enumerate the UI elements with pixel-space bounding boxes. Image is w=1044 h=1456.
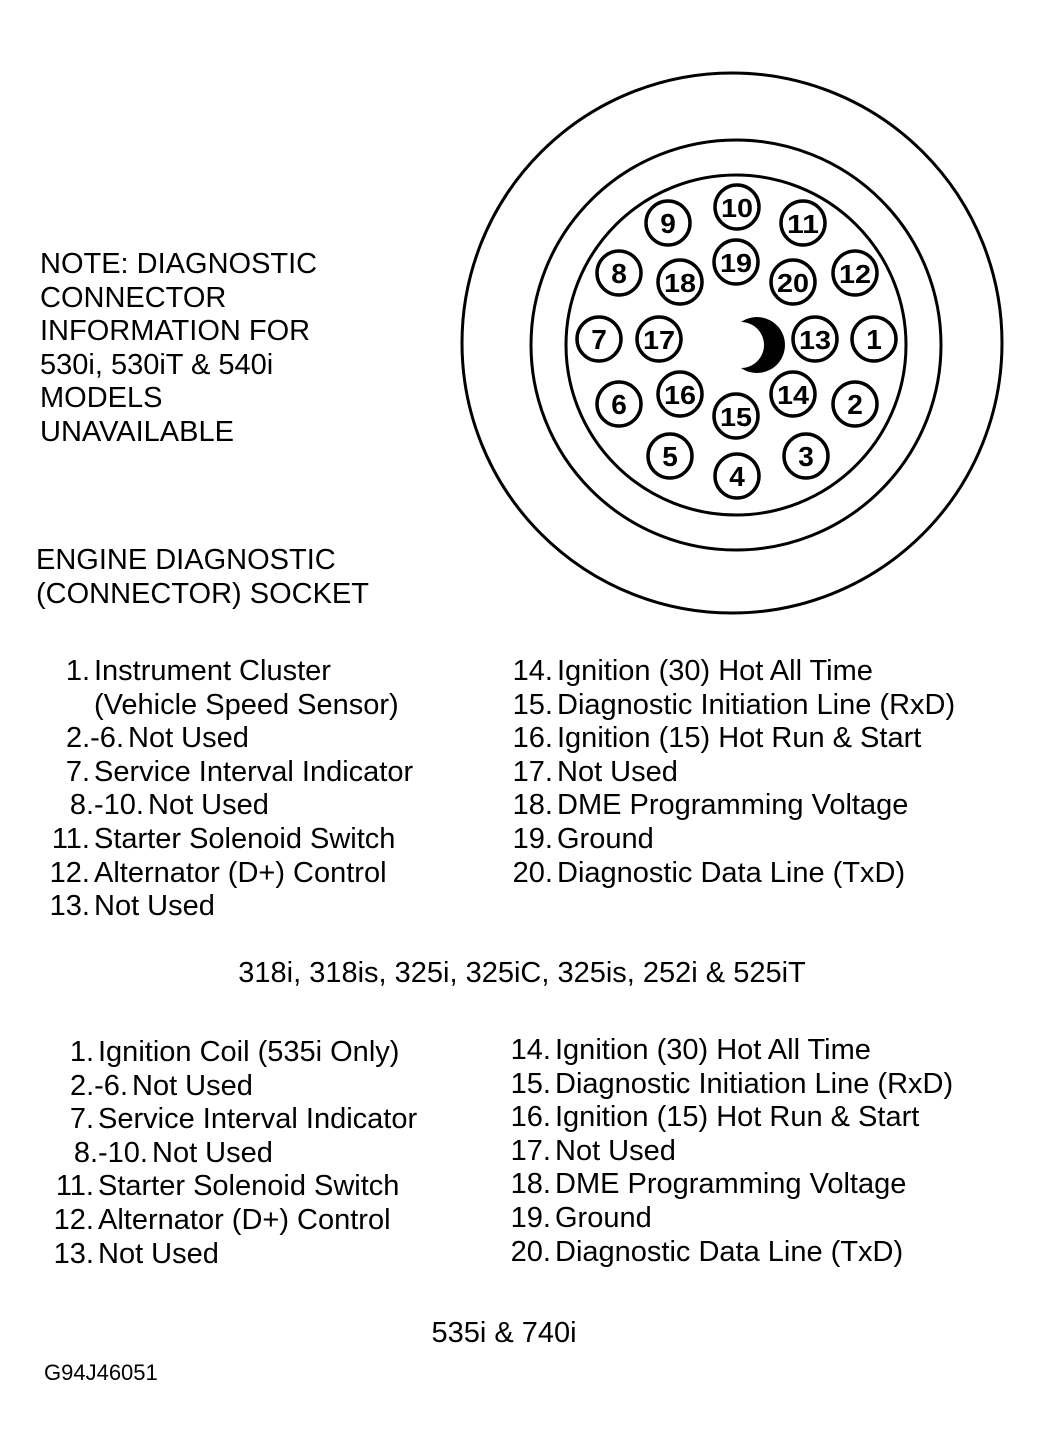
connector-key-notch [741,317,785,373]
connector-pin [658,260,702,304]
pin-number: 19. [510,1201,551,1234]
pin-number: 18. [510,1168,551,1201]
pin-label: 2 [847,389,863,420]
pin-number: 18. [512,789,553,822]
pin-number: 11. [51,822,90,855]
connector-pin [597,251,641,295]
pin-number: 20. [512,856,553,889]
connector-pin [715,454,759,498]
pin-function: Alternator (D+) Control [94,856,387,889]
connector-pin [714,394,758,438]
pin-number: 17. [510,1134,551,1167]
pin-label: 3 [798,441,814,472]
pin-label: 4 [729,461,745,492]
connector-pin [833,251,877,295]
pin-function: Starter Solenoid Switch [94,822,396,855]
pin-label: 19 [720,248,752,278]
pin-function: Not Used [132,1069,253,1102]
pin-function: Not Used [148,789,269,822]
pin-function: Ignition (30) Hot All Time [555,1034,871,1066]
connector-pin [658,372,702,416]
connector-pin [648,434,692,478]
connector-pin [852,317,896,361]
pin-label: 12 [839,259,871,289]
connector-pin [714,240,758,284]
pin-function: Not Used [128,722,249,755]
pin-function: Service Interval Indicator [98,1103,418,1136]
pin-function: Ignition (30) Hot All Time [557,655,873,687]
pin-label: 14 [777,380,810,410]
pin-label: 10 [721,193,753,223]
pin-number: 14. [512,655,553,687]
pin-label: 15 [720,402,752,432]
pin-number: 7. [69,1103,94,1136]
pin-number: 1. [69,1036,94,1068]
pin-function: Diagnostic Initiation Line (RxD) [555,1067,954,1100]
note-block [40,248,317,449]
pin-function: Alternator (D+) Control [98,1203,391,1236]
pin-function: Diagnostic Initiation Line (RxD) [557,688,956,721]
pin-number: 13. [49,890,90,923]
pin-number: 16. [512,722,553,755]
note-line: CONNECTOR [40,281,227,314]
pin-label: 6 [611,389,627,420]
connector-pin [781,201,825,245]
connector-pin [771,260,815,304]
pin-number: 15. [510,1067,551,1100]
connector-pins [577,185,896,498]
caption-line: (CONNECTOR) SOCKET [36,577,369,610]
pin-number: 2.-6. [65,722,124,755]
connector-pin [784,434,828,478]
caption-line: ENGINE DIAGNOSTIC [36,544,336,576]
connector-pin [597,382,641,426]
pin-function: Not Used [555,1134,676,1167]
pin-number: 20. [510,1235,551,1268]
pin-number: 11. [55,1170,94,1203]
connector-pin [771,372,815,416]
pin-label: 16 [664,380,696,410]
pin-function: Ignition (15) Hot Run & Start [557,722,922,755]
figure-caption [36,544,369,611]
connector-outer-ring [462,73,1002,613]
pin-function: Service Interval Indicator [94,755,414,788]
pin-label: 8 [611,258,627,289]
pin-function: DME Programming Voltage [557,789,909,822]
pin-number: 14. [510,1034,551,1066]
pin-label: 7 [591,324,607,355]
pin-number: 2.-6. [69,1069,128,1102]
pin-number: 17. [512,755,553,788]
pin-function: Not Used [94,890,215,923]
pin-function: Ground [557,822,654,855]
pin-function: Starter Solenoid Switch [98,1170,400,1203]
pin-function: Not Used [152,1136,273,1169]
pin-label: 17 [643,325,675,355]
connector-pin [715,185,759,229]
pin-label: 5 [662,441,678,472]
pin-label: 1 [866,324,882,355]
pin-function: Diagnostic Data Line (TxD) [557,856,906,889]
pin-label: 9 [660,208,676,239]
pin-label: 11 [787,209,819,239]
pin-function: Ground [555,1201,652,1234]
connector-pin [793,317,837,361]
pin-number: 16. [510,1101,551,1134]
pin-function: Instrument Cluster [94,655,331,687]
note-line: 530i, 530iT & 540i [40,348,274,381]
pin-number: 8.-10. [69,789,144,822]
pin-function: Not Used [557,755,678,788]
pin-label: 18 [664,268,696,298]
section2-models: 535i & 740i [431,1317,577,1349]
pin-label: 13 [799,325,831,355]
pin-number: 19. [512,822,553,855]
connector-pin [646,201,690,245]
pin-number: 12. [53,1203,94,1236]
pin-function: Diagnostic Data Line (TxD) [555,1235,904,1268]
connector-pin [637,317,681,361]
pin-number: 15. [512,688,553,721]
pin-function: Not Used [98,1237,219,1270]
pin-function: DME Programming Voltage [555,1168,907,1201]
pin-label: 20 [777,268,809,298]
figure-id: G94J46051 [44,1360,158,1385]
pin-number: 8.-10. [73,1136,148,1169]
pin-function: Ignition Coil (535i Only) [98,1036,400,1068]
section1-models: 318i, 318is, 325i, 325iC, 325is, 252i & 525iT [238,957,806,989]
connector-pin [833,382,877,426]
note-line: MODELS [40,382,163,414]
note-line: UNAVAILABLE [40,415,234,448]
note-line: INFORMATION FOR [40,315,311,347]
pin-function: Ignition (15) Hot Run & Start [555,1101,920,1134]
pin-number: 1. [65,655,90,687]
pin-number: 13. [53,1237,94,1270]
connector-pin [577,317,621,361]
pin-number: 7. [65,755,90,788]
pin-function: (Vehicle Speed Sensor) [94,688,399,721]
note-line: NOTE: DIAGNOSTIC [40,248,318,280]
pin-number: 12. [49,856,90,889]
